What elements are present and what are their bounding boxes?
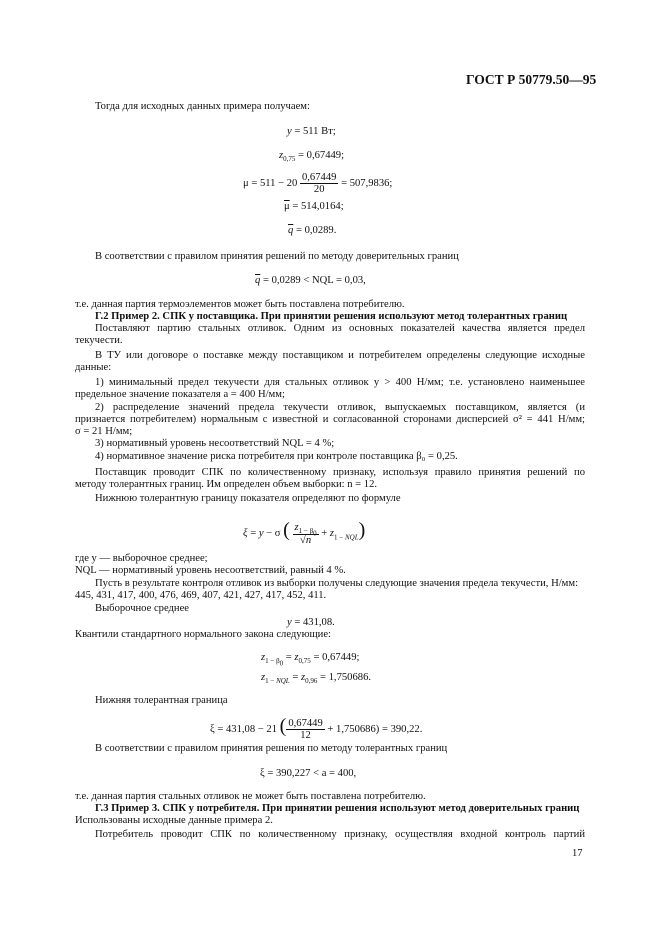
formula-y: y = 511 Вт;: [287, 126, 336, 137]
paragraph: т.е. данная партия стальных отливок не может быть поставлена потребителю.: [75, 791, 426, 802]
paragraph: 3) нормативный уровень несоответствий NQL = 4 %;: [95, 438, 335, 449]
paragraph: Использованы исходные данные примера 2.: [75, 815, 273, 826]
paragraph: 2) распределение значений предела текучести отливок, выпускаемых поставщиком, является (и: [95, 402, 585, 413]
formula-decision-2: ξ = 390,227 < a = 400,: [260, 768, 357, 779]
paragraph: предельное значение показателя a = 400 Н/мм;: [75, 389, 285, 400]
page-number: 17: [572, 848, 583, 859]
paragraph: данные:: [75, 362, 112, 373]
paragraph: Тогда для исходных данных примера получаем:: [95, 101, 310, 112]
paragraph: Нижняя толерантная граница: [95, 695, 228, 706]
paragraph: 4) нормативное значение риска потребителя при контроле поставщика β₀ = 0,25.: [95, 451, 458, 462]
paragraph: Пусть в результате контроля отливок из выборки получены следующие значения предела текучести, Н/мм:: [95, 578, 579, 589]
paragraph: NQL — нормативный уровень несоответствий, равный 4 %.: [75, 565, 346, 576]
paragraph: методу толерантных границ. Им определен объем выборки: n = 12.: [75, 479, 378, 490]
formula-mu: μ = 511 − 20 $\frac{0,67449}{20}$ = 507,9836;: [243, 172, 393, 195]
paragraph: В соответствии с правилом принятия решения по методу толерантных границ: [95, 743, 448, 754]
paragraph: текучести.: [75, 335, 123, 346]
formula-decision: $\overline{q} = 0,0289$ < NQL = 0,03,: [255, 275, 366, 286]
formula-tolerance-value: ξ = 431,08 − 21 ( $\frac{0,67449}{12}$ + 1,750686) = 390,22.: [210, 714, 423, 741]
paragraph: Квантили стандартного нормального закона следующие:: [75, 629, 331, 640]
paragraph: где y — выборочное среднее;: [75, 553, 208, 564]
paragraph: σ = 21 Н/мм;: [75, 426, 133, 437]
paragraph: 445, 431, 417, 400, 476, 469, 407, 421, 427, 417, 452, 411.: [75, 590, 327, 601]
section-title: Г.2 Пример 2. СПК у поставщика. При принятии решения используют метод толерантных границ: [95, 311, 568, 322]
paragraph: т.е. данная партия термоэлементов может быть поставлена потребителю.: [75, 299, 405, 310]
formula-quantile-2: $z_{1 - NQL} = z_{0,96} = 1,750686$.: [261, 672, 372, 686]
formula-mean: y = 431,08.: [287, 617, 335, 628]
formula-tolerance: ξ = y − σ ( $\frac{z_{1 - \beta_0}}{√n}$ + $z_{1 - NQL}$): [243, 519, 366, 546]
paragraph: Поставляют партию стальных отливок. Одним из основных показателей качества является предел: [95, 323, 585, 334]
paragraph: Выборочное среднее: [95, 603, 189, 614]
paragraph: Потребитель проводит СПК по количественному признаку, осуществляя входной контроль партий: [95, 829, 585, 840]
paragraph: В соответствии с правилом принятия решений по методу доверительных границ: [95, 251, 459, 262]
paragraph: Нижнюю толерантную границу показателя определяют по формуле: [95, 493, 401, 504]
document-header: ГОСТ Р 50779.50—95: [466, 72, 597, 87]
paragraph: В ТУ или договоре о поставке между поставщиком и потребителем определены следующие исходные: [95, 350, 585, 361]
paragraph: признается потребителем) нормальным с известной и согласованной сторонами дисперсией σ² = 441 Н/мм;: [75, 414, 585, 425]
paragraph: Поставщик проводит СПК по количественному признаку, используя правило принятия решений по: [95, 467, 585, 478]
formula-mu-bar: $\overline{\mu} = 514,0164$;: [284, 201, 344, 212]
formula-q-bar: $\overline{q} = 0,0289$.: [288, 225, 337, 236]
section-title: Г.3 Пример 3. СПК у потребителя. При принятии решения используют метод доверительных границ: [95, 803, 580, 814]
paragraph: 1) минимальный предел текучести для стальных отливок y > 400 Н/мм; т.е. установлено наименьшее: [95, 377, 585, 388]
formula-quantile-1: $z_{1 - \beta_0} = z_{0,75} = 0,67449$;: [261, 652, 360, 668]
formula-z: $z_{0,75} = 0,67449$;: [279, 150, 345, 164]
